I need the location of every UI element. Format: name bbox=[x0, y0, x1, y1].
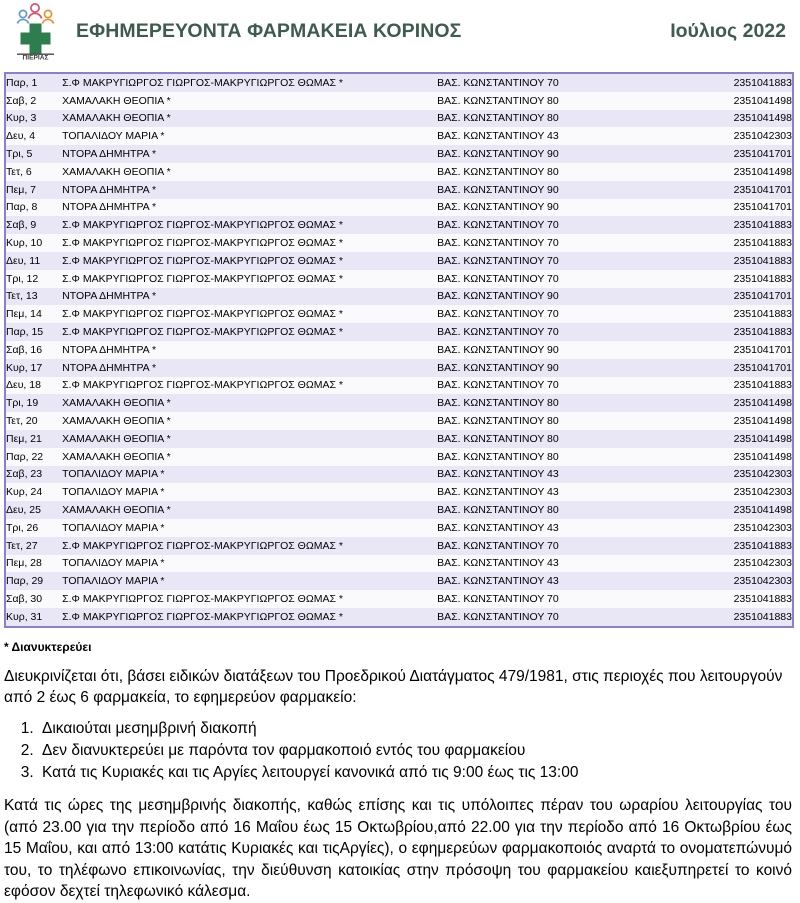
cell-day: Κυρ, 31 bbox=[6, 608, 62, 626]
cell-pharmacy: Σ.Φ ΜΑΚΡΥΓΙΩΡΓΟΣ ΓΙΩΡΓΟΣ-ΜΑΚΡΥΓΙΩΡΓΟΣ ΘΩΜΑΣ * bbox=[62, 377, 437, 395]
cell-phone: 2351041883 bbox=[686, 608, 792, 626]
cell-pharmacy: ΤΟΠΑΛΙΔΟΥ ΜΑΡΙΑ * bbox=[62, 466, 437, 484]
cell-day: Παρ, 1 bbox=[6, 74, 62, 92]
table-row bbox=[6, 323, 792, 341]
overnight-legend: * Διανυκτερεύει bbox=[4, 639, 92, 654]
list-item: 3. Κατά τις Κυριακές και τις Αργίες λειτουργεί κανονικά από τις 9:00 έως τις 13:00 bbox=[38, 762, 794, 783]
cell-pharmacy: ΝΤΟΡΑ ΔΗΜΗΤΡΑ * bbox=[62, 181, 437, 199]
period-label: Ιούλιος 2022 bbox=[670, 19, 786, 42]
cell-phone: 2351042303 bbox=[686, 519, 792, 537]
cell-address: ΒΑΣ. ΚΩΝΣΤΑΝΤΙΝΟΥ 70 bbox=[437, 305, 686, 323]
cell-phone: 2351042303 bbox=[686, 572, 792, 590]
cell-day: Πεμ, 28 bbox=[6, 555, 62, 573]
cell-pharmacy: Σ.Φ ΜΑΚΡΥΓΙΩΡΓΟΣ ΓΙΩΡΓΟΣ-ΜΑΚΡΥΓΙΩΡΓΟΣ ΘΩΜΑΣ * bbox=[62, 323, 437, 341]
cell-phone: 2351041883 bbox=[686, 377, 792, 395]
duty-pharmacies-table bbox=[6, 74, 792, 626]
table-row bbox=[6, 519, 792, 537]
cell-pharmacy: ΝΤΟΡΑ ΔΗΜΗΤΡΑ * bbox=[62, 199, 437, 217]
cell-day: Κυρ, 10 bbox=[6, 234, 62, 252]
cell-pharmacy: ΧΑΜΑΛΑΚΗ ΘΕΟΠΙΑ * bbox=[62, 430, 437, 448]
cell-phone: 2351041701 bbox=[686, 145, 792, 163]
table-row bbox=[6, 288, 792, 306]
cell-phone: 2351041498 bbox=[686, 430, 792, 448]
cell-day: Σαβ, 23 bbox=[6, 466, 62, 484]
cell-address: ΒΑΣ. ΚΩΝΣΤΑΝΤΙΝΟΥ 43 bbox=[437, 127, 686, 145]
cell-address: ΒΑΣ. ΚΩΝΣΤΑΝΤΙΝΟΥ 80 bbox=[437, 163, 686, 181]
cell-pharmacy: ΧΑΜΑΛΑΚΗ ΘΕΟΠΙΑ * bbox=[62, 163, 437, 181]
cell-pharmacy: ΤΟΠΑΛΙΔΟΥ ΜΑΡΙΑ * bbox=[62, 572, 437, 590]
cell-address: ΒΑΣ. ΚΩΝΣΤΑΝΤΙΝΟΥ 80 bbox=[437, 412, 686, 430]
table-row bbox=[6, 305, 792, 323]
cell-address: ΒΑΣ. ΚΩΝΣΤΑΝΤΙΝΟΥ 80 bbox=[437, 394, 686, 412]
cell-pharmacy: ΝΤΟΡΑ ΔΗΜΗΤΡΑ * bbox=[62, 145, 437, 163]
cell-phone: 2351041883 bbox=[686, 252, 792, 270]
cell-pharmacy: Σ.Φ ΜΑΚΡΥΓΙΩΡΓΟΣ ΓΙΩΡΓΟΣ-ΜΑΚΡΥΓΙΩΡΓΟΣ ΘΩΜΑΣ * bbox=[62, 234, 437, 252]
cell-address: ΒΑΣ. ΚΩΝΣΤΑΝΤΙΝΟΥ 70 bbox=[437, 270, 686, 288]
table-row bbox=[6, 74, 792, 92]
footnotes-section bbox=[0, 628, 800, 903]
table-row bbox=[6, 92, 792, 110]
table-row bbox=[6, 394, 792, 412]
cell-phone: 2351041498 bbox=[686, 412, 792, 430]
cell-address: ΒΑΣ. ΚΩΝΣΤΑΝΤΙΝΟΥ 90 bbox=[437, 181, 686, 199]
cell-day: Τρι, 5 bbox=[6, 145, 62, 163]
cell-address: ΒΑΣ. ΚΩΝΣΤΑΝΤΙΝΟΥ 43 bbox=[437, 483, 686, 501]
cell-pharmacy: ΤΟΠΑΛΙΔΟΥ ΜΑΡΙΑ * bbox=[62, 127, 437, 145]
cell-phone: 2351041883 bbox=[686, 537, 792, 555]
table-row bbox=[6, 252, 792, 270]
cell-phone: 2351041701 bbox=[686, 288, 792, 306]
intro-paragraph: Διευκρινίζεται ότι, βάσει ειδικών διατάξεων του Προεδρικού Διατάγματος 479/1981, στις περιοχές που λειτουργούν από 2 έως 6 φαρμακεία, το εφημερεύον φαρμακείο: bbox=[4, 668, 783, 707]
cell-address: ΒΑΣ. ΚΩΝΣΤΑΝΤΙΝΟΥ 80 bbox=[437, 430, 686, 448]
cell-day: Σαβ, 9 bbox=[6, 216, 62, 234]
cell-phone: 2351042303 bbox=[686, 127, 792, 145]
cell-day: Παρ, 15 bbox=[6, 323, 62, 341]
cell-day: Τετ, 6 bbox=[6, 163, 62, 181]
cell-phone: 2351041883 bbox=[686, 323, 792, 341]
cell-phone: 2351041498 bbox=[686, 394, 792, 412]
cell-phone: 2351041498 bbox=[686, 163, 792, 181]
cell-phone: 2351041701 bbox=[686, 359, 792, 377]
cell-pharmacy: Σ.Φ ΜΑΚΡΥΓΙΩΡΓΟΣ ΓΙΩΡΓΟΣ-ΜΑΚΡΥΓΙΩΡΓΟΣ ΘΩΜΑΣ * bbox=[62, 216, 437, 234]
cell-day: Τρι, 12 bbox=[6, 270, 62, 288]
cell-pharmacy: Σ.Φ ΜΑΚΡΥΓΙΩΡΓΟΣ ΓΙΩΡΓΟΣ-ΜΑΚΡΥΓΙΩΡΓΟΣ ΘΩΜΑΣ * bbox=[62, 270, 437, 288]
cell-address: ΒΑΣ. ΚΩΝΣΤΑΝΤΙΝΟΥ 70 bbox=[437, 537, 686, 555]
cell-pharmacy: Σ.Φ ΜΑΚΡΥΓΙΩΡΓΟΣ ΓΙΩΡΓΟΣ-ΜΑΚΡΥΓΙΩΡΓΟΣ ΘΩΜΑΣ * bbox=[62, 537, 437, 555]
cell-phone: 2351041883 bbox=[686, 234, 792, 252]
closing-paragraph: Κατά τις ώρες της μεσημβρινής διακοπής, καθώς επίσης και τις υπόλοιπες πέραν του ωραρίου λειτουργίας του (από 23.00 για την περίοδο από 16 Μαΐου έως 15 Οκτωβρίου,από 22.00 για την περίοδο από 16 Οκτωβρίου έως 15 Μαΐου, και από 13:00 κατάτις Κυριακές και τιςΑργίες), ο εφημερεύων φαρμακοποιός αναρτά το ονοματεπώνυμό του, το τηλέφωνο επικοινωνίας, την διεύθυνση κατοικίας στην πρόσοψη του φαρμακείου καιεξυπηρετεί το κοινό εφόσον δεχτεί τηλεφωνικό κάλεσμα. bbox=[4, 797, 792, 901]
cell-day: Σαβ, 16 bbox=[6, 341, 62, 359]
cell-day: Σαβ, 2 bbox=[6, 92, 62, 110]
cell-day: Σαβ, 30 bbox=[6, 590, 62, 608]
cell-address: ΒΑΣ. ΚΩΝΣΤΑΝΤΙΝΟΥ 43 bbox=[437, 466, 686, 484]
table-row bbox=[6, 270, 792, 288]
cell-pharmacy: Σ.Φ ΜΑΚΡΥΓΙΩΡΓΟΣ ΓΙΩΡΓΟΣ-ΜΑΚΡΥΓΙΩΡΓΟΣ ΘΩΜΑΣ * bbox=[62, 590, 437, 608]
cell-address: ΒΑΣ. ΚΩΝΣΤΑΝΤΙΝΟΥ 90 bbox=[437, 359, 686, 377]
cell-day: Τετ, 13 bbox=[6, 288, 62, 306]
cell-address: ΒΑΣ. ΚΩΝΣΤΑΝΤΙΝΟΥ 70 bbox=[437, 252, 686, 270]
cell-day: Δευ, 18 bbox=[6, 377, 62, 395]
cell-day: Παρ, 8 bbox=[6, 199, 62, 217]
cell-phone: 2351041701 bbox=[686, 199, 792, 217]
table-row bbox=[6, 216, 792, 234]
table-row bbox=[6, 483, 792, 501]
cell-address: ΒΑΣ. ΚΩΝΣΤΑΝΤΙΝΟΥ 90 bbox=[437, 199, 686, 217]
table-row bbox=[6, 466, 792, 484]
cell-phone: 2351041883 bbox=[686, 590, 792, 608]
table-row bbox=[6, 412, 792, 430]
cell-address: ΒΑΣ. ΚΩΝΣΤΑΝΤΙΝΟΥ 80 bbox=[437, 110, 686, 128]
table-row bbox=[6, 377, 792, 395]
cell-pharmacy: ΧΑΜΑΛΑΚΗ ΘΕΟΠΙΑ * bbox=[62, 92, 437, 110]
cell-phone: 2351041498 bbox=[686, 110, 792, 128]
page-header bbox=[0, 0, 800, 62]
cell-day: Τρι, 19 bbox=[6, 394, 62, 412]
table-row bbox=[6, 537, 792, 555]
cell-address: ΒΑΣ. ΚΩΝΣΤΑΝΤΙΝΟΥ 70 bbox=[437, 377, 686, 395]
cell-day: Δευ, 4 bbox=[6, 127, 62, 145]
cell-day: Παρ, 22 bbox=[6, 448, 62, 466]
cell-phone: 2351042303 bbox=[686, 466, 792, 484]
cell-pharmacy: ΧΑΜΑΛΑΚΗ ΘΕΟΠΙΑ * bbox=[62, 501, 437, 519]
cell-pharmacy: Σ.Φ ΜΑΚΡΥΓΙΩΡΓΟΣ ΓΙΩΡΓΟΣ-ΜΑΚΡΥΓΙΩΡΓΟΣ ΘΩΜΑΣ * bbox=[62, 608, 437, 626]
cell-phone: 2351042303 bbox=[686, 555, 792, 573]
cell-pharmacy: ΤΟΠΑΛΙΔΟΥ ΜΑΡΙΑ * bbox=[62, 519, 437, 537]
table-row bbox=[6, 341, 792, 359]
list-item: 1. Δικαιούται μεσημβρινή διακοπή bbox=[38, 718, 794, 739]
cell-phone: 2351041883 bbox=[686, 270, 792, 288]
table-row bbox=[6, 555, 792, 573]
cell-address: ΒΑΣ. ΚΩΝΣΤΑΝΤΙΝΟΥ 43 bbox=[437, 519, 686, 537]
schedule-table-container bbox=[4, 72, 794, 628]
cell-day: Πεμ, 21 bbox=[6, 430, 62, 448]
table-row bbox=[6, 181, 792, 199]
cell-pharmacy: ΧΑΜΑΛΑΚΗ ΘΕΟΠΙΑ * bbox=[62, 448, 437, 466]
cell-pharmacy: Σ.Φ ΜΑΚΡΥΓΙΩΡΓΟΣ ΓΙΩΡΓΟΣ-ΜΑΚΡΥΓΙΩΡΓΟΣ ΘΩΜΑΣ * bbox=[62, 305, 437, 323]
table-row bbox=[6, 608, 792, 626]
cell-address: ΒΑΣ. ΚΩΝΣΤΑΝΤΙΝΟΥ 90 bbox=[437, 288, 686, 306]
pharmacy-cross-logo-icon bbox=[10, 2, 62, 60]
cell-day: Δευ, 11 bbox=[6, 252, 62, 270]
cell-phone: 2351042303 bbox=[686, 483, 792, 501]
cell-address: ΒΑΣ. ΚΩΝΣΤΑΝΤΙΝΟΥ 70 bbox=[437, 608, 686, 626]
cell-pharmacy: Σ.Φ ΜΑΚΡΥΓΙΩΡΓΟΣ ΓΙΩΡΓΟΣ-ΜΑΚΡΥΓΙΩΡΓΟΣ ΘΩΜΑΣ * bbox=[62, 252, 437, 270]
cell-phone: 2351041883 bbox=[686, 216, 792, 234]
cell-day: Δευ, 25 bbox=[6, 501, 62, 519]
cell-pharmacy: ΤΟΠΑΛΙΔΟΥ ΜΑΡΙΑ * bbox=[62, 483, 437, 501]
cell-phone: 2351041701 bbox=[686, 341, 792, 359]
cell-day: Τετ, 27 bbox=[6, 537, 62, 555]
cell-address: ΒΑΣ. ΚΩΝΣΤΑΝΤΙΝΟΥ 90 bbox=[437, 145, 686, 163]
cell-day: Τρι, 26 bbox=[6, 519, 62, 537]
cell-pharmacy: ΤΟΠΑΛΙΔΟΥ ΜΑΡΙΑ * bbox=[62, 555, 437, 573]
table-row bbox=[6, 199, 792, 217]
cell-address: ΒΑΣ. ΚΩΝΣΤΑΝΤΙΝΟΥ 43 bbox=[437, 555, 686, 573]
logo-caption: ΠΙΕΡΙΑΣ bbox=[22, 54, 49, 60]
cell-day: Πεμ, 14 bbox=[6, 305, 62, 323]
cell-address: ΒΑΣ. ΚΩΝΣΤΑΝΤΙΝΟΥ 80 bbox=[437, 92, 686, 110]
cell-address: ΒΑΣ. ΚΩΝΣΤΑΝΤΙΝΟΥ 90 bbox=[437, 341, 686, 359]
conditions-list bbox=[4, 718, 794, 783]
table-row bbox=[6, 359, 792, 377]
cell-day: Παρ, 29 bbox=[6, 572, 62, 590]
table-row bbox=[6, 234, 792, 252]
cell-address: ΒΑΣ. ΚΩΝΣΤΑΝΤΙΝΟΥ 70 bbox=[437, 234, 686, 252]
list-item: 2. Δεν διανυκτερεύει με παρόντα τον φαρμακοποιό εντός του φαρμακείου bbox=[38, 740, 794, 761]
table-row bbox=[6, 145, 792, 163]
table-row bbox=[6, 110, 792, 128]
cell-phone: 2351041498 bbox=[686, 92, 792, 110]
cell-pharmacy: ΧΑΜΑΛΑΚΗ ΘΕΟΠΙΑ * bbox=[62, 412, 437, 430]
table-row bbox=[6, 127, 792, 145]
table-row bbox=[6, 590, 792, 608]
table-row bbox=[6, 430, 792, 448]
cell-day: Κυρ, 3 bbox=[6, 110, 62, 128]
cell-phone: 2351041883 bbox=[686, 74, 792, 92]
table-row bbox=[6, 501, 792, 519]
cell-phone: 2351041883 bbox=[686, 305, 792, 323]
cell-day: Πεμ, 7 bbox=[6, 181, 62, 199]
cell-address: ΒΑΣ. ΚΩΝΣΤΑΝΤΙΝΟΥ 80 bbox=[437, 448, 686, 466]
cell-pharmacy: ΧΑΜΑΛΑΚΗ ΘΕΟΠΙΑ * bbox=[62, 110, 437, 128]
cell-day: Κυρ, 24 bbox=[6, 483, 62, 501]
cell-pharmacy: Σ.Φ ΜΑΚΡΥΓΙΩΡΓΟΣ ΓΙΩΡΓΟΣ-ΜΑΚΡΥΓΙΩΡΓΟΣ ΘΩΜΑΣ * bbox=[62, 74, 437, 92]
cell-pharmacy: ΧΑΜΑΛΑΚΗ ΘΕΟΠΙΑ * bbox=[62, 394, 437, 412]
cell-address: ΒΑΣ. ΚΩΝΣΤΑΝΤΙΝΟΥ 70 bbox=[437, 323, 686, 341]
page-title: ΕΦΗΜΕΡΕΥΟΝΤΑ ΦΑΡΜΑΚΕΙΑ ΚΟΡΙΝΟΣ bbox=[76, 19, 462, 42]
table-row bbox=[6, 163, 792, 181]
cell-phone: 2351041498 bbox=[686, 448, 792, 466]
cell-pharmacy: ΝΤΟΡΑ ΔΗΜΗΤΡΑ * bbox=[62, 341, 437, 359]
cell-address: ΒΑΣ. ΚΩΝΣΤΑΝΤΙΝΟΥ 70 bbox=[437, 74, 686, 92]
cell-phone: 2351041701 bbox=[686, 181, 792, 199]
table-row bbox=[6, 572, 792, 590]
cell-pharmacy: ΝΤΟΡΑ ΔΗΜΗΤΡΑ * bbox=[62, 288, 437, 306]
cell-address: ΒΑΣ. ΚΩΝΣΤΑΝΤΙΝΟΥ 70 bbox=[437, 216, 686, 234]
cell-day: Τετ, 20 bbox=[6, 412, 62, 430]
cell-pharmacy: ΝΤΟΡΑ ΔΗΜΗΤΡΑ * bbox=[62, 359, 437, 377]
cell-address: ΒΑΣ. ΚΩΝΣΤΑΝΤΙΝΟΥ 70 bbox=[437, 590, 686, 608]
table-row bbox=[6, 448, 792, 466]
cell-address: ΒΑΣ. ΚΩΝΣΤΑΝΤΙΝΟΥ 80 bbox=[437, 501, 686, 519]
cell-day: Κυρ, 17 bbox=[6, 359, 62, 377]
cell-phone: 2351041498 bbox=[686, 501, 792, 519]
cell-address: ΒΑΣ. ΚΩΝΣΤΑΝΤΙΝΟΥ 43 bbox=[437, 572, 686, 590]
